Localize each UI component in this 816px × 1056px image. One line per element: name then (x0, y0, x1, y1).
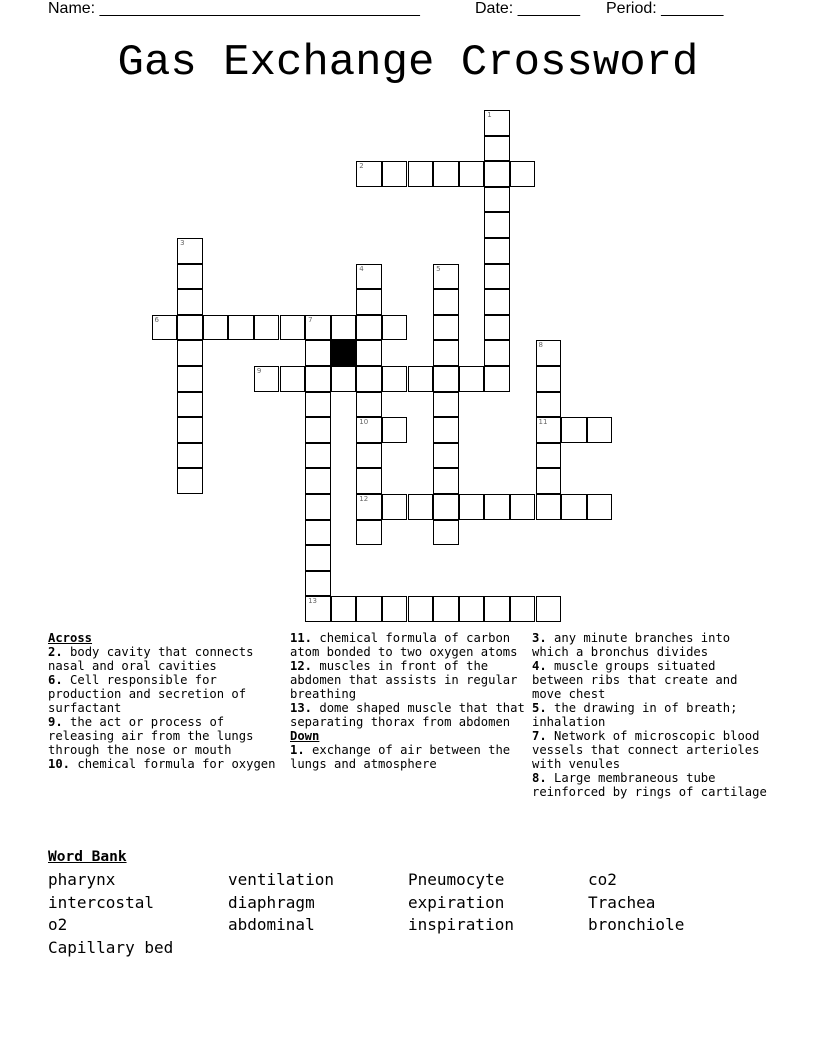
grid-cell[interactable] (356, 443, 382, 469)
cell-clue-number: 1 (487, 111, 492, 119)
word-bank-item: bronchiole (588, 915, 685, 934)
grid-cell[interactable] (305, 596, 331, 622)
grid-cell[interactable] (331, 596, 357, 622)
grid-cell[interactable] (305, 392, 331, 418)
cell-clue-number: 12 (359, 495, 369, 503)
clue-across-2: 2. body cavity that connects nasal and oral cavities (48, 645, 254, 673)
grid-cell[interactable] (331, 366, 357, 392)
grid-cell[interactable] (536, 443, 562, 469)
grid-cell[interactable] (356, 340, 382, 366)
word-bank-item: o2 (48, 915, 68, 934)
period-field[interactable]: Period: _______ (606, 0, 724, 17)
cell-clue-number: 5 (436, 264, 441, 273)
grid-cell[interactable] (433, 315, 459, 341)
word-bank-item: ventilation (228, 870, 334, 889)
grid-cell[interactable] (203, 315, 229, 341)
grid-cell[interactable] (484, 340, 510, 366)
grid-cell[interactable] (280, 366, 306, 392)
grid-cell[interactable] (382, 494, 408, 520)
grid-cell[interactable] (382, 417, 408, 443)
grid-cell[interactable] (561, 417, 587, 443)
grid-cell[interactable] (536, 494, 562, 520)
grid-cell[interactable] (433, 289, 459, 315)
grid-cell[interactable] (356, 264, 382, 290)
grid-cell[interactable] (305, 443, 331, 469)
grid-cell[interactable] (228, 315, 254, 341)
word-bank-heading: Word Bank (48, 849, 127, 865)
clues-column-3 (532, 631, 772, 799)
grid-cell[interactable] (356, 161, 382, 187)
grid-cell[interactable] (305, 520, 331, 546)
word-bank-item: pharynx (48, 870, 116, 889)
grid-cell[interactable] (459, 161, 485, 187)
grid-cell[interactable] (356, 494, 382, 520)
grid-cell[interactable] (305, 468, 331, 494)
grid-black-cell (331, 340, 357, 366)
grid-cell[interactable] (305, 315, 331, 341)
grid-cell[interactable] (356, 520, 382, 546)
grid-cell[interactable] (280, 315, 306, 341)
grid-cell[interactable] (484, 315, 510, 341)
grid-cell[interactable] (484, 136, 510, 162)
down-heading: Down (290, 729, 320, 743)
clue-across-12: 12. muscles in front of the abdomen that assists in regular breathing (290, 659, 518, 701)
grid-cell[interactable] (484, 596, 510, 622)
grid-cell[interactable] (356, 315, 382, 341)
word-bank-item: co2 (588, 870, 617, 889)
grid-cell[interactable] (484, 289, 510, 315)
grid-cell[interactable] (484, 238, 510, 264)
grid-cell[interactable] (433, 468, 459, 494)
cell-clue-number: 4 (359, 264, 364, 273)
word-bank-item: Capillary bed (48, 938, 174, 957)
grid-cell[interactable] (356, 392, 382, 418)
grid-cell[interactable] (484, 366, 510, 392)
grid-cell[interactable] (484, 161, 510, 187)
grid-cell[interactable] (177, 340, 203, 366)
grid-cell[interactable] (536, 596, 562, 622)
grid-cell[interactable] (510, 494, 536, 520)
cell-clue-number: 7 (308, 315, 313, 324)
grid-cell[interactable] (484, 494, 510, 520)
grid-cell[interactable] (356, 366, 382, 392)
grid-cell[interactable] (587, 494, 613, 520)
cell-clue-number: 2 (359, 162, 364, 171)
date-field[interactable]: Date: _______ (475, 0, 580, 17)
clues-column-2 (290, 631, 530, 771)
clue-across-11: 11. chemical formula of carbon atom bonded to two oxygen atoms (290, 631, 518, 659)
clue-across-13: 13. dome shaped muscle that that separating thorax from abdomen (290, 701, 525, 729)
grid-cell[interactable] (433, 366, 459, 392)
grid-cell[interactable] (356, 289, 382, 315)
clue-down-5: 5. the drawing in of breath; inhalation (532, 701, 738, 729)
grid-cell[interactable] (356, 468, 382, 494)
cell-clue-number: 6 (154, 315, 159, 324)
grid-cell[interactable] (305, 571, 331, 597)
grid-cell[interactable] (536, 340, 562, 366)
word-bank-item: inspiration (408, 915, 514, 934)
grid-cell[interactable] (484, 110, 510, 136)
clue-down-7: 7. Network of microscopic blood vessels that connect arterioles with venules (532, 729, 760, 771)
grid-cell[interactable] (561, 494, 587, 520)
grid-cell[interactable] (254, 315, 280, 341)
cell-clue-number: 11 (538, 418, 548, 427)
grid-cell[interactable] (408, 366, 434, 392)
grid-cell[interactable] (408, 161, 434, 187)
grid-cell[interactable] (587, 417, 613, 443)
grid-cell[interactable] (408, 494, 434, 520)
grid-cell[interactable] (382, 596, 408, 622)
word-bank-item: abdominal (228, 915, 315, 934)
page-title: Gas Exchange Crossword (117, 38, 699, 88)
grid-cell[interactable] (433, 494, 459, 520)
grid-cell[interactable] (433, 596, 459, 622)
grid-cell[interactable] (484, 212, 510, 238)
cell-clue-number: 3 (180, 239, 185, 247)
grid-cell[interactable] (177, 238, 203, 264)
grid-cell[interactable] (305, 545, 331, 571)
grid-cell[interactable] (459, 596, 485, 622)
grid-cell[interactable] (433, 340, 459, 366)
grid-cell[interactable] (305, 494, 331, 520)
grid-cell[interactable] (177, 417, 203, 443)
grid-cell[interactable] (433, 392, 459, 418)
grid-cell[interactable] (382, 315, 408, 341)
grid-cell[interactable] (408, 596, 434, 622)
grid-cell[interactable] (305, 340, 331, 366)
grid-cell[interactable] (177, 468, 203, 494)
grid-cell[interactable] (305, 417, 331, 443)
grid-cell[interactable] (382, 161, 408, 187)
grid-cell[interactable] (433, 417, 459, 443)
word-bank-item: Pneumocyte (408, 870, 505, 889)
grid-cell[interactable] (177, 443, 203, 469)
word-bank-item: Trachea (588, 893, 656, 912)
grid-cell[interactable] (433, 520, 459, 546)
grid-cell[interactable] (254, 366, 280, 392)
grid-cell[interactable] (177, 264, 203, 290)
cell-clue-number: 10 (359, 418, 369, 427)
clue-across-10: 10. chemical formula for oxygen (48, 757, 276, 771)
grid-cell[interactable] (356, 596, 382, 622)
grid-cell[interactable] (177, 289, 203, 315)
grid-cell[interactable] (433, 161, 459, 187)
grid-cell[interactable] (536, 366, 562, 392)
clues-column-1 (48, 631, 288, 771)
clue-down-1: 1. exchange of air between the lungs and atmosphere (290, 743, 511, 771)
cell-clue-number: 8 (538, 341, 543, 350)
grid-cell[interactable] (510, 161, 536, 187)
clue-down-3: 3. any minute branches into which a bronchus divides (532, 631, 731, 659)
word-bank-item: intercostal (48, 893, 154, 912)
grid-cell[interactable] (536, 468, 562, 494)
grid-cell[interactable] (177, 315, 203, 341)
grid-cell[interactable] (305, 366, 331, 392)
grid-cell[interactable] (536, 417, 562, 443)
name-field[interactable]: Name: ____________________________________ (48, 0, 420, 17)
cell-clue-number: 13 (308, 597, 318, 606)
grid-cell[interactable] (433, 264, 459, 290)
grid-cell[interactable] (459, 366, 485, 392)
word-bank-item: diaphragm (228, 893, 315, 912)
grid-cell[interactable] (433, 443, 459, 469)
grid-cell[interactable] (331, 315, 357, 341)
grid-cell[interactable] (177, 366, 203, 392)
grid-cell[interactable] (484, 187, 510, 213)
across-heading: Across (48, 631, 93, 645)
grid-cell[interactable] (177, 392, 203, 418)
clue-down-4: 4. muscle groups situated between ribs that create and move chest (532, 659, 738, 701)
grid-cell[interactable] (484, 264, 510, 290)
clue-across-9: 9. the act or process of releasing air from the lungs through the nose or mouth (48, 715, 254, 757)
grid-cell[interactable] (536, 392, 562, 418)
cell-clue-number: 9 (256, 367, 262, 375)
grid-cell[interactable] (356, 417, 382, 443)
word-bank-item: expiration (408, 893, 505, 912)
clue-across-6: 6. Cell responsible for production and secretion of surfactant (48, 673, 247, 715)
grid-cell[interactable] (510, 596, 536, 622)
clue-down-8: 8. Large membraneous tube reinforced by rings of cartilage (532, 771, 767, 799)
grid-cell[interactable] (382, 366, 408, 392)
grid-cell[interactable] (152, 315, 178, 341)
grid-cell[interactable] (459, 494, 485, 520)
